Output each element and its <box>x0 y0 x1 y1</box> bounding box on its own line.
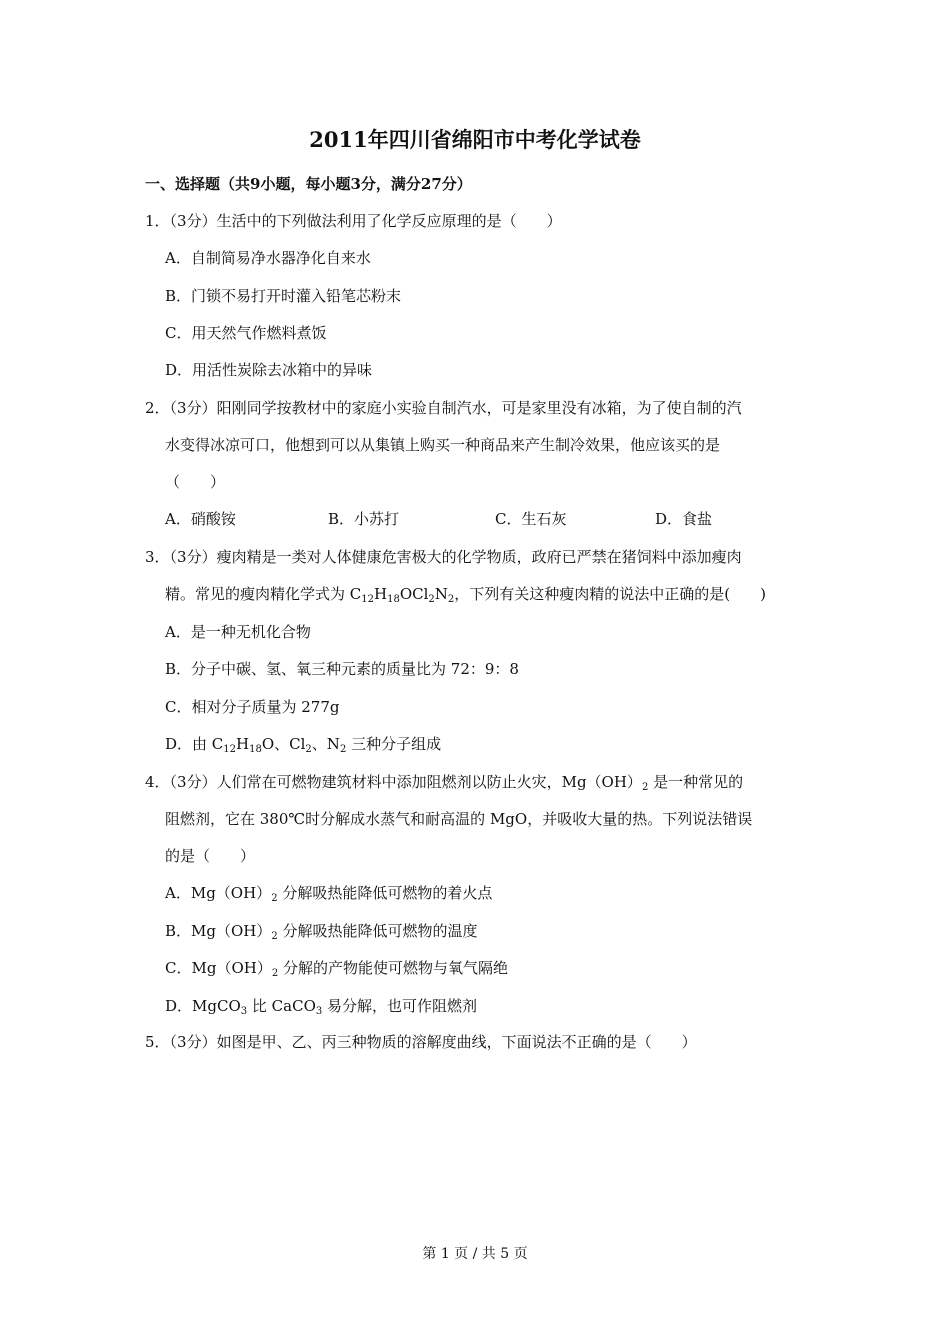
question-2-option-a: A．硝酸铵 <box>165 510 236 528</box>
subscript: 2 <box>641 782 649 793</box>
formula-text: 易分解，也可作阻燃剂 <box>322 997 478 1015</box>
formula-text: OCl <box>399 585 429 603</box>
formula-text: 分解吸热能降低可燃物的着火点 <box>277 884 493 902</box>
subscript: 2 <box>428 594 435 605</box>
formula-text: 、N <box>311 735 340 753</box>
subscript: 3 <box>240 1006 248 1017</box>
question-1-option-b: B．门锁不易打开时灌入铅笔芯粉末 <box>165 287 402 305</box>
question-4-stem-line-1 <box>145 771 743 793</box>
question-1-stem: 1．（3分）生活中的下列做法利用了化学反应原理的是（ ） <box>145 212 562 230</box>
question-2-option-c: C．生石灰 <box>495 510 567 528</box>
formula-text: 三种分子组成 <box>346 735 442 753</box>
formula-text: 4．（3分）人们常在可燃物建筑材料中添加阻燃剂以防止火灾，Mg（OH） <box>145 773 642 791</box>
question-4-option-d <box>165 995 477 1017</box>
question-1-option-c: C．用天然气作燃料煮饭 <box>165 324 327 342</box>
subscript: 18 <box>249 744 262 755</box>
section-heading: 一、选择题（共9小题，每小题3分，满分27分） <box>145 175 472 193</box>
subscript: 3 <box>315 1006 323 1017</box>
subscript: 2 <box>305 744 312 755</box>
question-1-option-d: D．用活性炭除去冰箱中的异味 <box>165 361 373 379</box>
formula-text: 分解吸热能降低可燃物的温度 <box>277 922 478 940</box>
formula-text: B．Mg（OH） <box>165 922 272 940</box>
question-3-option-a: A．是一种无机化合物 <box>165 623 311 641</box>
question-3-option-c: C．相对分子质量为 277g <box>165 698 340 716</box>
question-4-option-a <box>165 882 492 904</box>
subscript: 2 <box>447 594 455 605</box>
formula-text: 是一种常见的 <box>648 773 744 791</box>
question-3-stem-line-1: 3．（3分）瘦肉精是一类对人体健康危害极大的化学物质，政府已严禁在猪饲料中添加瘦肉 <box>145 548 742 566</box>
formula-text: H <box>236 735 250 753</box>
formula-text: D．由 C <box>165 735 224 753</box>
question-1-option-a: A．自制简易净水器净化自来水 <box>165 249 371 267</box>
formula-text: 比 CaCO <box>247 997 316 1015</box>
question-3-stem-line-2 <box>165 583 766 605</box>
question-3-option-d <box>165 733 441 755</box>
formula-text: ，下列有关这种瘦肉精的说法中正确的是( ) <box>454 585 766 603</box>
formula-text: O、Cl <box>261 735 306 753</box>
question-5-stem: 5．（3分）如图是甲、乙、丙三种物质的溶解度曲线，下面说法不正确的是（ ） <box>145 1033 697 1051</box>
page-footer: 第 1 页 / 共 5 页 <box>422 1246 528 1262</box>
formula-text: D．MgCO <box>165 997 241 1015</box>
subscript: 2 <box>271 893 278 904</box>
question-4-stem-line-2: 阻燃剂，它在 380℃时分解成水蒸气和耐高温的 MgO，并吸收大量的热。下列说法错误 <box>165 810 753 828</box>
question-3-option-b: B．分子中碳、氢、氧三种元素的质量比为 72：9：8 <box>165 660 519 678</box>
formula-text: N <box>434 585 448 603</box>
subscript: 18 <box>387 594 400 605</box>
subscript: 12 <box>223 744 237 755</box>
question-2-stem-line-3: （ ） <box>165 473 226 491</box>
formula-text: 分解的产物能使可燃物与氧气隔绝 <box>278 959 508 977</box>
formula-text: 精。常见的瘦肉精化学式为 C <box>165 585 362 603</box>
page-title: 2011年四川省绵阳市中考化学试卷 <box>309 127 641 152</box>
question-4-option-c <box>165 957 508 979</box>
question-2-option-b: B．小苏打 <box>328 510 400 528</box>
question-2-stem-line-2: 水变得冰凉可口，他想到可以从集镇上购买一种商品来产生制冷效果，他应该买的是 <box>165 436 721 454</box>
formula-text: A．Mg（OH） <box>165 884 272 902</box>
subscript: 2 <box>271 968 279 979</box>
question-2-stem-line-1: 2．（3分）阳刚同学按教材中的家庭小实验自制汽水，可是家里没有冰箱，为了使自制的汽 <box>145 399 742 417</box>
question-4-option-b <box>165 920 478 942</box>
formula-text: C．Mg（OH） <box>165 959 272 977</box>
subscript: 12 <box>361 594 374 605</box>
question-4-stem-line-3: 的是（ ） <box>165 847 256 865</box>
formula-text: H <box>373 585 388 603</box>
subscript: 2 <box>339 744 347 755</box>
subscript: 2 <box>271 931 278 942</box>
question-2-option-d: D．食盐 <box>655 510 713 528</box>
